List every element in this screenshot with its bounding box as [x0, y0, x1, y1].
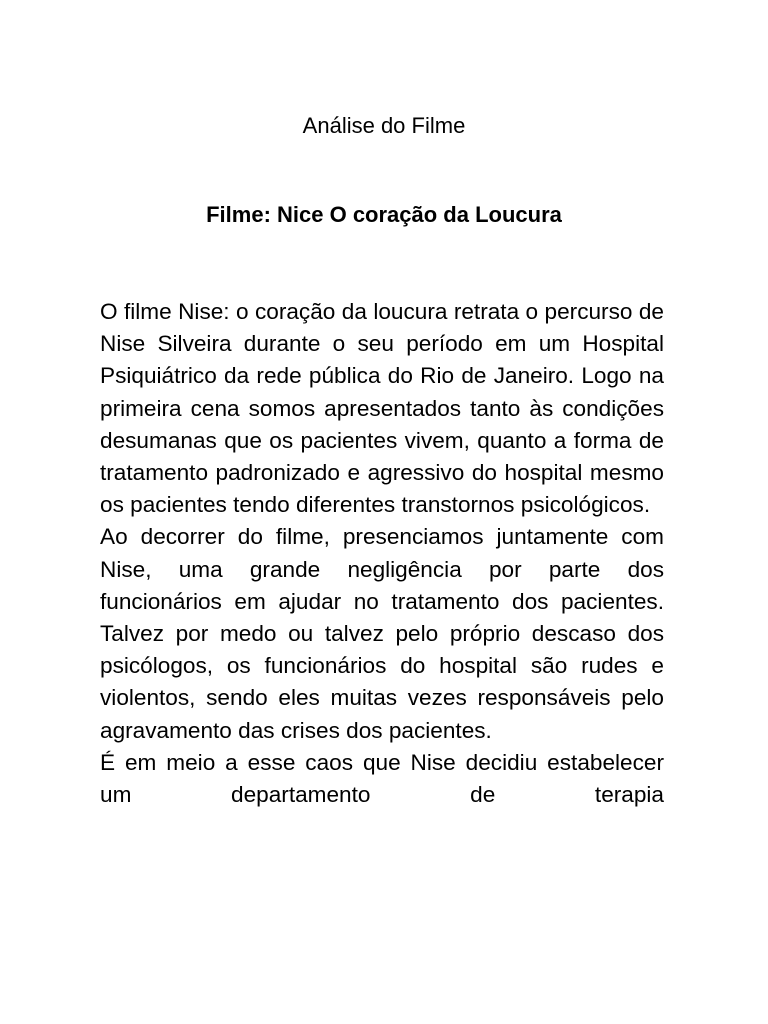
- document-subtitle: Filme: Nice O coração da Loucura: [206, 202, 562, 227]
- paragraph-3: É em meio a esse caos que Nise decidiu estabelecer um departamento de terapia: [100, 749, 664, 808]
- paragraph-2: Ao decorrer do filme, presenciamos juntamente com Nise, uma grande negligência por parte dos funcionários em ajudar no tratamento dos pacientes. Talvez por medo ou talvez pelo próprio descaso dos psicólogos, os funcionários do hospital são rudes e violentos, sendo eles muitas vezes responsáveis pelo agravamento das crises dos pacientes.: [100, 524, 664, 743]
- paragraph-1: O filme Nise: o coração da loucura retrata o percurso de Nise Silveira durante o seu período em um Hospital Psiquiátrico da rede pública do Rio de Janeiro. Logo na primeira cena somos apresentados tanto às condições desumanas que os pacientes vivem, quanto a forma de tratamento padronizado e agressivo do hospital mesmo os pacientes tendo diferentes transtornos psicológicos.: [100, 299, 664, 518]
- document-title: Análise do Filme: [302, 113, 466, 138]
- document-body: [100, 296, 664, 811]
